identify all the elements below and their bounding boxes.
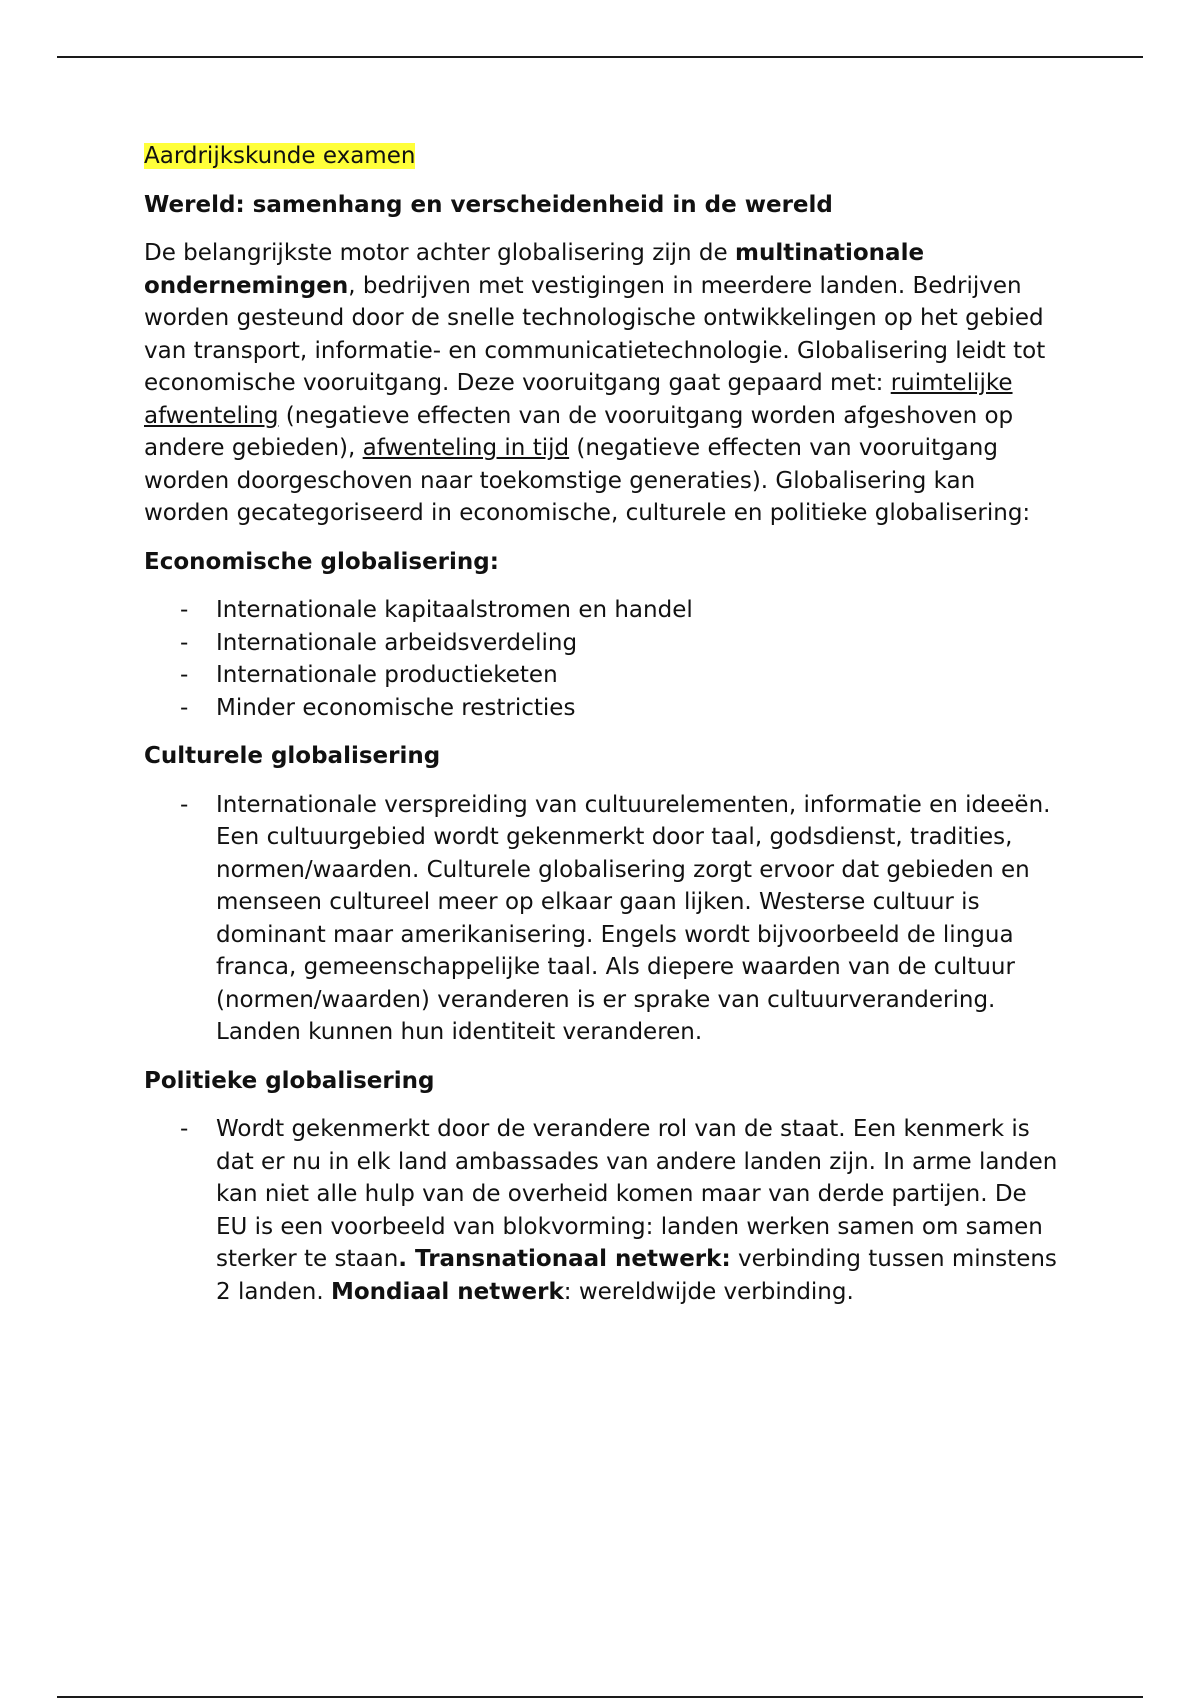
intro-underline-time: afwenteling in tijd: [362, 435, 570, 461]
economic-list: [144, 594, 1064, 724]
document-title: Aardrijkskunde examen: [144, 143, 416, 169]
list-item: - Minder economische restricties: [216, 692, 1064, 725]
cultural-heading: Culturele globalisering: [144, 743, 441, 769]
political-heading: Politieke globalisering: [144, 1067, 435, 1094]
intro-bold-multinationals: multinationale ondernemingen: [144, 240, 925, 299]
political-text-3: : wereldwijde verbinding.: [563, 1278, 854, 1305]
list-item: - Internationale arbeidsverdeling: [216, 627, 1064, 660]
list-item: - Internationale verspreiding van cultuurelementen, informatie en ideeën. Een cultuurgebied wordt gekenmerkt door taal, godsdienst, tradities, normen/waarden. Culturele globalisering zorgt ervoor dat gebieden en menseen cultureel meer op elkaar gaan lijken. Westerse cultuur is dominant maar amerikanisering. Engels wordt bijvoorbeeld de lingua franca, gemeenschappelijke taal. Als diepere waarden van de cultuur (normen/waarden) veranderen is er sprake van cultuurverandering. Landen kunnen hun identiteit veranderen.: [216, 789, 1064, 1049]
header-rule: [57, 56, 1143, 58]
document-body: [144, 140, 1064, 1324]
list-item: - Internationale kapitaalstromen en handel: [216, 594, 1064, 627]
intro-text-2: , bedrijven met vestigingen in meerdere landen. Bedrijven worden gesteund door de snelle technologische ontwikkelingen op het gebied van transport, informatie- en communicatietechnologie. Globalisering leidt tot economische vooruitgang. Deze vooruitgang gaat gepaard met:: [144, 272, 1046, 396]
cultural-list: [144, 789, 1064, 1049]
document-title-line: [144, 140, 1064, 173]
political-text-1: Wordt gekenmerkt door de verandere rol van de staat. Een kenmerk is dat er nu in elk land ambassades van andere landen zijn. In arme landen kan niet alle hulp van de overheid komen maar van derde partijen. De EU is een voorbeeld van blokvorming: landen werken samen om samen sterker te staan: [216, 1116, 1058, 1272]
intro-text-3: (negatieve effecten van de vooruitgang worden afgeshoven op andere gebieden),: [144, 402, 1014, 461]
intro-underline-spatial: ruimtelijke afwenteling: [144, 370, 1013, 429]
political-bold-global: Mondiaal netwerk: [330, 1278, 564, 1305]
list-item: - Internationale productieketen: [216, 659, 1064, 692]
political-bold-transnational: . Transnationaal netwerk:: [398, 1246, 731, 1272]
list-item: [216, 1113, 1064, 1308]
main-heading: Wereld: samenhang en verscheidenheid in de wereld: [144, 191, 833, 218]
economic-heading: Economische globalisering:: [144, 548, 499, 575]
intro-text-4: (negatieve effecten van vooruitgang worden doorgeschoven naar toekomstige generaties). Globalisering kan worden gecategoriseerd in economische, culturele en politieke globalisering:: [144, 435, 1031, 526]
political-text-2: verbinding tussen minstens 2 landen.: [216, 1246, 1057, 1305]
intro-text-1: De belangrijkste motor achter globalisering zijn de: [144, 240, 735, 266]
footer-rule: [57, 1696, 1143, 1698]
political-list: [144, 1113, 1064, 1308]
intro-paragraph: [144, 237, 1064, 530]
